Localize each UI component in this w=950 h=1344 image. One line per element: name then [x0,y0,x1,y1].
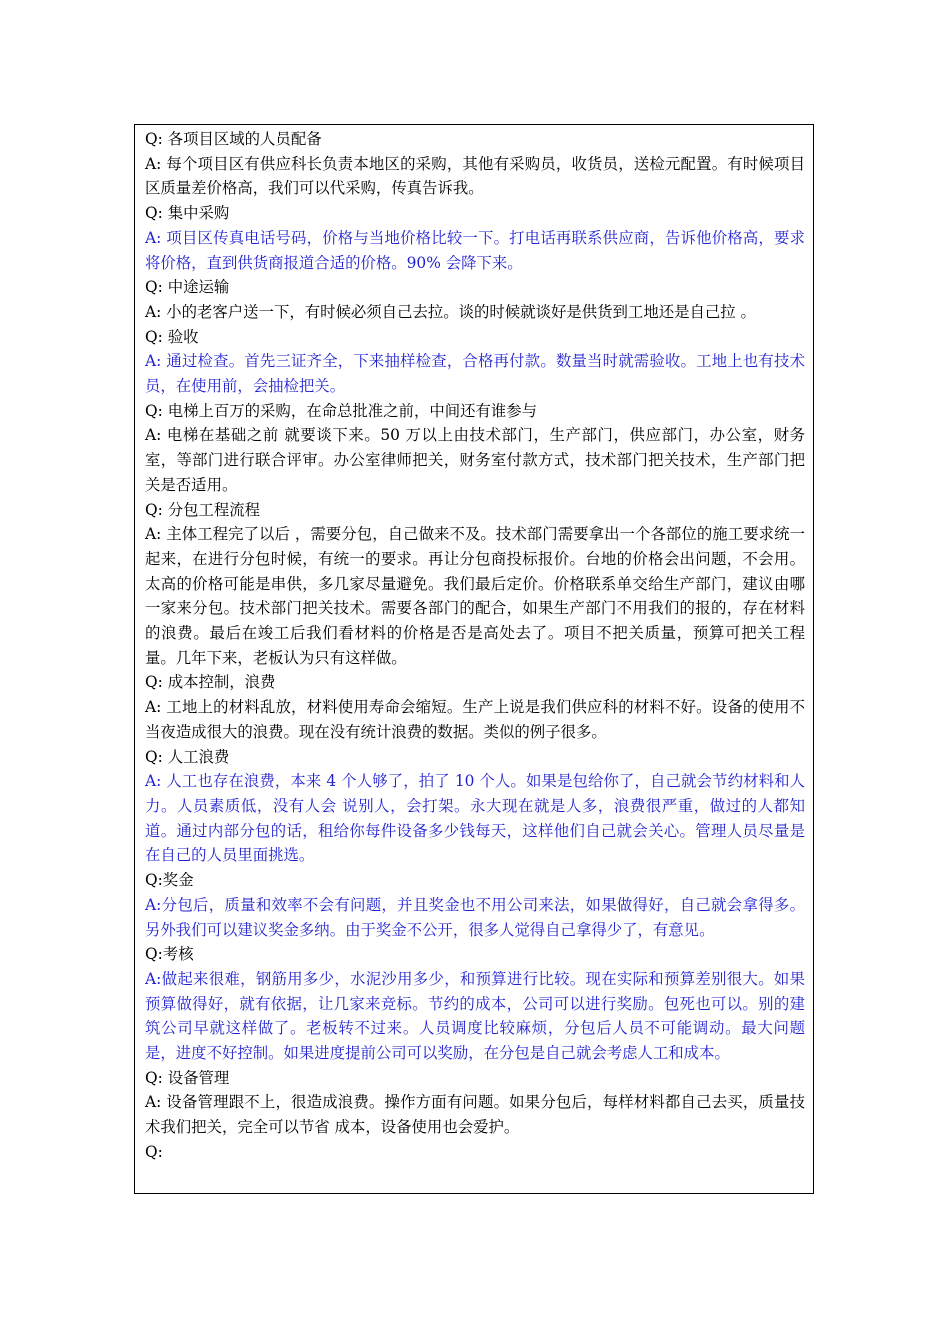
answer-10 [145,967,805,1066]
answer-text: 小的老客户送一下，有时候必须自己去拉。谈的时候就谈好是供货到工地还是自己拉 。 [161,302,756,321]
question-8: Q: 人工浪费 [145,747,230,766]
question-3: Q: 中途运输 [145,278,230,297]
question-6: Q: 分包工程流程 [145,500,261,519]
answer-text: 工地上的材料乱放，材料使用寿命会缩短。生产上说是我们供应科的材料不好。设备的使用不当夜造成很大的浪费。现在没有统计浪费的数据。类似的例子很多。 [145,698,805,741]
answer-text: 设备管理跟不上，很造成浪费。操作方面有问题。如果分包后，每样材料都自己去买，质量技术我们把关，完全可以节省 成本，设备使用也会爱护。 [145,1093,805,1137]
question-9: Q:奖金 [145,871,194,890]
answer-text: 每个项目区有供应科长负责本地区的采购，其他有采购员，收货员，送检元配置。有时候项目区质量差价格高，我们可以代采购，传真告诉我。 [145,154,805,198]
answer-text: 人工也存在浪费，本来 4 个人够了，拍了 10 个人。如果是包给你了，自己就会节约材料和人力。人员素质低，没有人会 说别人，会打架。永大现在就是人多，浪费很严重，做过的人都知道。通过内部分包的话，租给你每件设备多少钱每天，这样他们自己就会关心。管理人员尽量是在自己的人员里面挑选。 [145,772,805,865]
answer-text: 电梯在基础之前 就要谈下来。50 万以上由技术部门，生产部门，供应部门，办公室，财务室，等部门进行联合评审。办公室律师把关，财务室付款方式，技术部门把关技术，生产部门把关是否适用。 [145,426,805,494]
answer-1 [145,152,805,201]
answer-label: A: [145,154,162,173]
answer-label: A: [145,302,162,321]
answer-label: A: [145,426,162,445]
answer-6 [145,522,805,670]
answer-label: A: [145,772,162,791]
question-10: Q:考核 [145,945,194,964]
answer-4 [145,349,805,398]
qa-list [145,127,805,1140]
answer-5 [145,423,805,497]
question-11: Q: 设备管理 [145,1068,230,1087]
answer-label: A: [145,228,162,247]
answer-8 [145,769,805,868]
question-2: Q: 集中采购 [145,204,230,223]
question-7: Q: 成本控制，浪费 [145,673,276,692]
answer-label: A: [145,1093,162,1112]
answer-3 [145,300,805,325]
answer-text: 通过检查。首先三证齐全，下来抽样检查，合格再付款。数量当时就需验收。工地上也有技术员，在使用前，会抽检把关。 [145,352,805,396]
answer-text: 做起来很难，钢筋用多少，水泥沙用多少，和预算进行比较。现在实际和预算差别很大。如果预算做得好，就有依据，让几家来竞标。节约的成本，公司可以进行奖励。包死也可以。别的建筑公司早就这样做了。老板转不过来。人员调度比较麻烦，分包后人员不可能调动。最大问题是，进度不好控制。如果进度提前公司可以奖励，在分包是自己就会考虑人工和成本。 [145,969,805,1063]
trailing-question: Q: [145,1142,163,1161]
answer-label: A: [145,698,162,717]
answer-text: 主体工程完了以后 ，需要分包，自己做来不及。技术部门需要拿出一个各部位的施工要求统一起来，在进行分包时候，有统一的要求。再让分包商投标报价。台地的价格会出问题，不会用。太高的价格可能是串供，多几家尽量避免。我们最后定价。价格联系单交给生产部门，建议由哪一家来分包。技术部门把关技术。需要各部门的配合，如果生产部门不用我们的报的，存在材料的浪费。最后在竣工后我们看材料的价格是否是高处去了。项目不把关质量，预算可把关工程量。几年下来，老板认为只有这样做。 [145,525,805,667]
answer-9 [145,893,805,942]
qa-table [134,124,814,1194]
answer-text: 项目区传真电话号码，价格与当地价格比较一下。打电话再联系供应商，告诉他价格高，要求将价格，直到供货商报道合适的价格。90% 会降下来。 [145,228,805,272]
question-1: Q: 各项目区域的人员配备 [145,130,322,148]
answer-label: A: [145,525,162,544]
question-5: Q: 电梯上百万的采购，在命总批准之前，中间还有谁参与 [145,401,538,420]
answer-label: A: [145,895,162,914]
answer-7 [145,695,805,744]
answer-2 [145,226,805,275]
answer-label: A: [145,352,162,371]
answer-text: 分包后，质量和效率不会有问题，并且奖金也不用公司来法，如果做得好，自己就会拿得多。另外我们可以建议奖金多纳。由于奖金不公开，很多人觉得自己拿得少了，有意见。 [145,895,805,939]
answer-label: A: [145,969,162,988]
answer-11 [145,1090,805,1139]
question-4: Q: 验收 [145,327,199,346]
